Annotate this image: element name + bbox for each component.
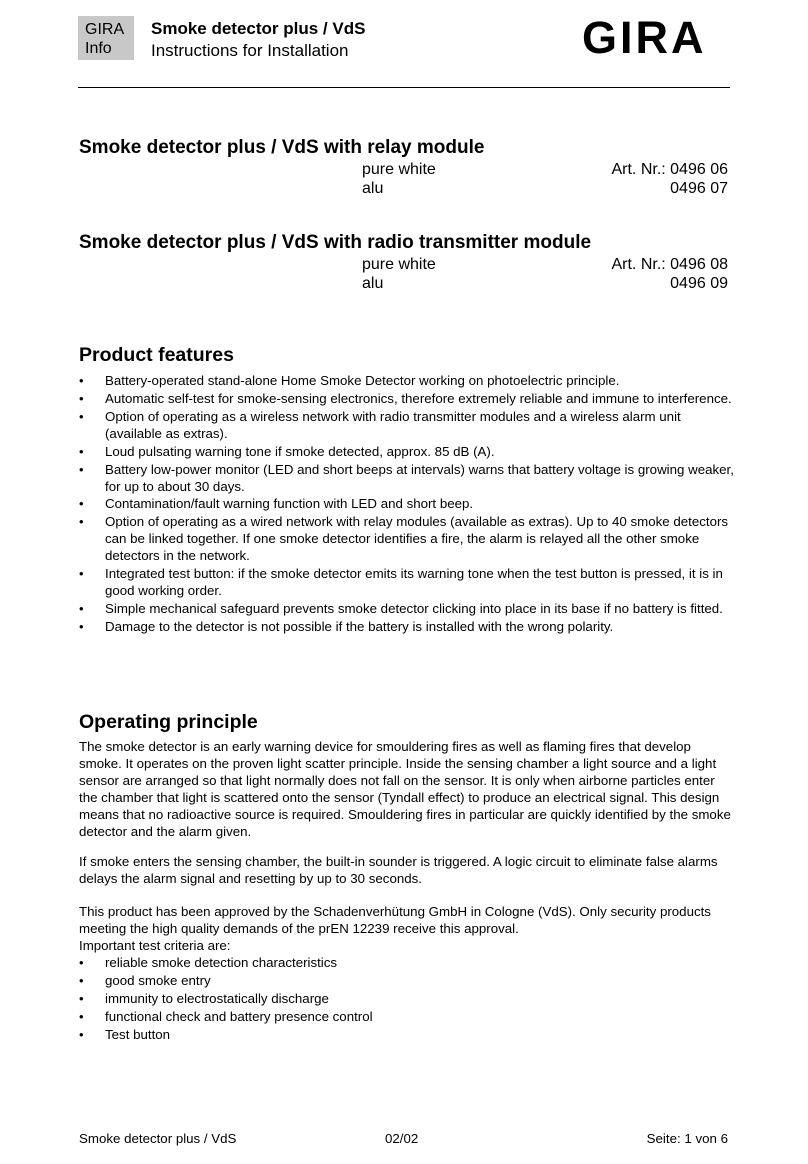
principle-paragraph: If smoke enters the sensing chamber, the built-in sounder is triggered. A logic circuit to eliminate false alarms delays the alarm signal and resetting by up to 30 seconds. [79, 854, 718, 886]
article-number: 0496 09 [670, 275, 728, 292]
principle-paragraph: This product has been approved by the Schadenverhütung GmbH in Cologne (VdS). Only security products meeting the high quality demands of the prEN 12239 receive this approval. [79, 904, 711, 936]
list-item: • Loud pulsating warning tone if smoke detected, approx. 85 dB (A). [79, 443, 739, 460]
list-item: • Simple mechanical safeguard prevents smoke detector clicking into place in its base if no battery is fitted. [79, 600, 739, 617]
list-item: • Integrated test button: if the smoke detector emits its warning tone when the test button is pressed, it is in good working order. [79, 565, 739, 599]
list-item: • Battery-operated stand-alone Home Smoke Detector working on photoelectric principle. [79, 372, 739, 389]
principle-heading: Operating principle [79, 711, 258, 733]
info-badge [78, 16, 134, 60]
list-item: • Battery low-power monitor (LED and short beeps at intervals) warns that battery voltage is growing weaker, for up to about 30 days. [79, 461, 739, 495]
features-heading: Product features [79, 344, 234, 366]
footer-page-number: Seite: 1 von 6 [646, 1131, 728, 1146]
list-item: • Automatic self-test for smoke-sensing electronics, therefore extremely reliable and immune to interference. [79, 390, 739, 407]
footer-date: 02/02 [385, 1131, 419, 1146]
list-item: • Option of operating as a wireless network with radio transmitter modules and a wireless alarm unit (available as extras). [79, 408, 739, 442]
list-item: • functional check and battery presence control [79, 1008, 739, 1025]
list-item: • Contamination/fault warning function with LED and short beep. [79, 495, 739, 512]
criteria-list [79, 954, 739, 1043]
list-item: • good smoke entry [79, 972, 739, 989]
footer-title: Smoke detector plus / VdS [79, 1131, 237, 1146]
article-number: Art. Nr.: 0496 08 [611, 256, 728, 273]
variant-name: pure white [362, 161, 436, 178]
criteria-intro: Important test criteria are: [79, 938, 231, 953]
variant-name: alu [362, 180, 384, 197]
info-badge-line2: Info [85, 40, 112, 57]
article-number: 0496 07 [670, 180, 728, 197]
document-subtitle: Instructions for Installation [151, 41, 349, 60]
list-item: • immunity to electrostatically discharge [79, 990, 739, 1007]
info-badge-line1: GIRA [85, 21, 125, 38]
list-item: • Test button [79, 1026, 739, 1043]
list-item: • Option of operating as a wired network with relay modules (available as extras). Up to 40 smoke detectors can be linked together. If one smoke detector identifies a fire, the alarm is relayed all the other smoke detectors in the network. [79, 513, 739, 564]
product-title-relay: Smoke detector plus / VdS with relay module [79, 137, 485, 158]
list-item: • reliable smoke detection characteristics [79, 954, 739, 971]
header-divider [78, 87, 730, 88]
features-list [79, 372, 739, 636]
gira-logo: GIRA [582, 12, 707, 63]
product-title-radio: Smoke detector plus / VdS with radio transmitter module [79, 232, 592, 253]
variant-name: pure white [362, 256, 436, 273]
list-item: • Damage to the detector is not possible if the battery is installed with the wrong polarity. [79, 618, 739, 635]
article-number: Art. Nr.: 0496 06 [611, 161, 728, 178]
variant-name: alu [362, 275, 384, 292]
document-title: Smoke detector plus / VdS [151, 19, 366, 38]
principle-paragraph: The smoke detector is an early warning device for smouldering fires as well as flaming fires that develop smoke. It operates on the proven light scatter principle. Inside the sensing chamber a light source and a light sensor are arranged so that light normally does not fall on the sensor. It is only when airborne particles enter the chamber that light is scattered onto the sensor (Tyndall effect) to produce an electrical signal. This design means that no radioactive source is required. Smouldering fires in particular are quickly identified by the smoke detector and the alarm given. [79, 739, 731, 839]
